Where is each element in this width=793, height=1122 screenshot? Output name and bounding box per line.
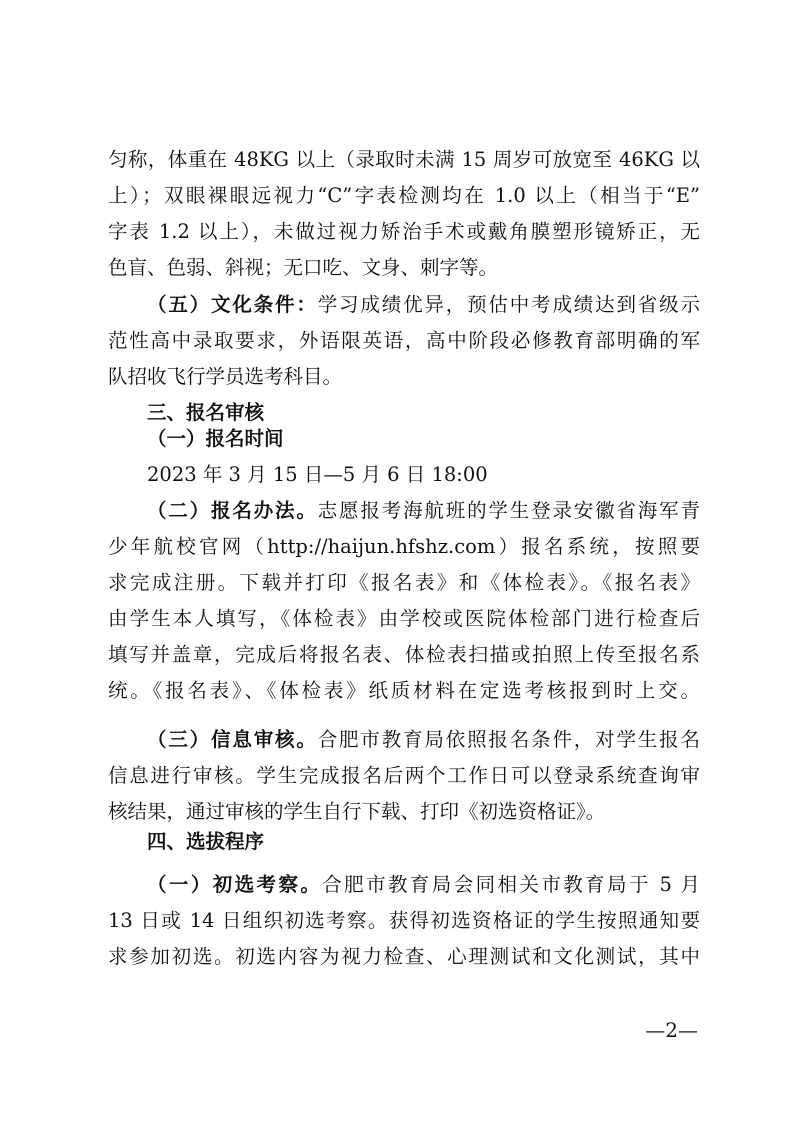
body-text-line: 统。《报名表》、《体检表》纸质材料在定选考核报到时上交。 <box>108 679 700 702</box>
body-text-line: 字表 1.2 以上），未做过视力矫治手术或戴角膜塑形镜矫正，无 <box>108 220 700 243</box>
information-review-heading: （三）信息审核。 <box>147 728 318 751</box>
body-text-line: 求完成注册。下载并打印《报名表》和《体检表》。《报名表》 <box>108 571 700 594</box>
body-text-line: 求参加初选。初选内容为视力检查、心理测试和文化测试，其中 <box>108 945 700 968</box>
body-text-line: 上）；双眼裸眼远视力“C”字表检测均在 1.0 以上（相当于“E” <box>108 184 700 207</box>
culture-condition-heading: （五）文化条件： <box>147 293 318 316</box>
information-review-paragraph-line <box>147 724 700 756</box>
registration-method-heading: （二）报名办法。 <box>147 499 318 522</box>
subsection-heading: （一）报名时间 <box>147 427 284 450</box>
preliminary-selection-text: 合肥市教育局会同相关市教育局于 5 月 <box>322 873 700 896</box>
body-text-line: 核结果，通过审核的学生自行下载、打印《初选资格证》。 <box>108 800 606 823</box>
body-text-line: 由学生本人填写，《体检表》由学校或医院体检部门进行检查后 <box>108 607 700 630</box>
culture-condition-paragraph-line <box>147 289 700 321</box>
registration-method-text: 志愿报考海航班的学生登录安徽省海军青 <box>317 499 700 522</box>
preliminary-selection-heading: （一）初选考察。 <box>147 873 323 896</box>
registration-time: 2023 年 3 月 15 日—5 月 6 日 18:00 <box>147 463 488 486</box>
section-heading: 四、选拔程序 <box>147 830 265 853</box>
body-text-line: 信息进行审核。学生完成报名后两个工作日可以登录系统查询审 <box>108 764 700 787</box>
body-text-line: 13 日或 14 日组织初选考察。获得初选资格证的学生按照通知要 <box>108 909 700 932</box>
page-number: —2— <box>645 1018 698 1042</box>
registration-method-paragraph-line <box>147 495 700 527</box>
culture-condition-text: 学习成绩优异，预估中考成绩达到省级示 <box>317 293 700 316</box>
body-text-line: 少年航校官网（http://haijun.hfshz.com）报名系统，按照要 <box>108 535 700 558</box>
body-text-line: 匀称，体重在 48KG 以上（录取时未满 15 周岁可放宽至 46KG 以 <box>108 148 700 171</box>
preliminary-selection-paragraph-line <box>147 869 700 901</box>
body-text-line: 色盲、色弱、斜视；无口吃、文身、刺字等。 <box>108 256 499 279</box>
section-heading: 三、报名审核 <box>147 401 265 424</box>
body-text-line: 范性高中录取要求，外语限英语，高中阶段必修教育部明确的军 <box>108 329 700 352</box>
body-text-line: 填写并盖章，完成后将报名表、体检表扫描或拍照上传至报名系 <box>108 643 700 666</box>
information-review-text: 合肥市教育局依照报名条件，对学生报名 <box>317 728 700 751</box>
body-text-line: 队招收飞行学员选考科目。 <box>108 365 343 388</box>
